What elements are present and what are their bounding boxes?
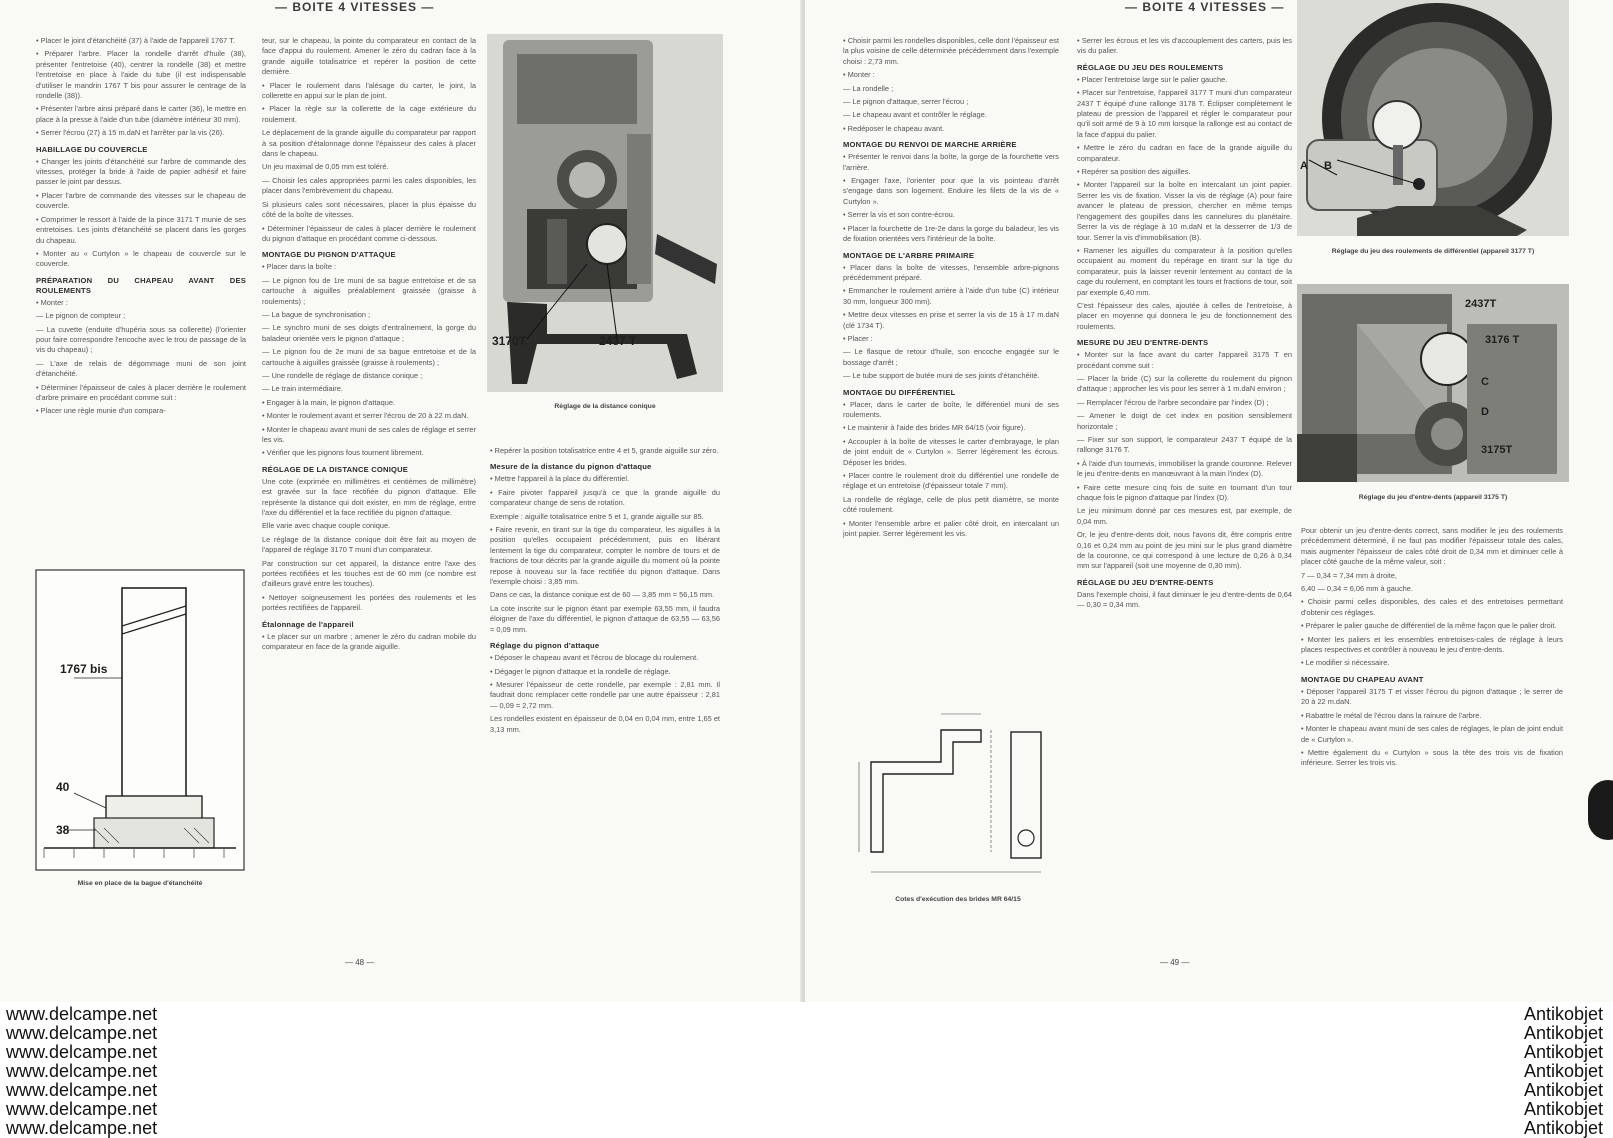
left-page: [0, 0, 804, 1002]
section-heading: MONTAGE DE L'ARBRE PRIMAIRE: [843, 250, 975, 260]
section-heading: HABILLAGE DU COUVERCLE: [36, 144, 148, 154]
label-d: D: [1481, 406, 1489, 418]
running-head-left: — BOITE 4 VITESSES —: [275, 0, 435, 14]
running-head-right: — BOITE 4 VITESSES —: [1125, 0, 1285, 14]
right-column-1: • Choisir parmi les rondelles disponibles, celle dont l'épaisseur est la plus voisine de celle déterminée précédemment dans l'exemple choisi : 2,73 mm. • Monter : — La rondelle ; — Le pignon d'attaque, serrer l'écrou ; — Le chapeau avant et contrôler le réglage. • Redéposer le chapeau avant. MONTAGE DU RENVOI DE MARCHE ARRIÈRE • Présenter le renvoi dans la boîte, la gorge de la fourchette vers l'arrière. • Engager l'axe, l'orienter pour que la vis pointeau d'arrêt s'engage dans son logement. Enduire les filets de la vis de « Curtylon ». • Serrer la vis et son contre-écrou. • Placer la fourchette de 1re-2e dans la gorge du baladeur, les vis de fixation orientées vers l'intérieur de la boîte. MONTAGE DE L'ARBRE PRIMAIRE • Placer dans la boîte de vitesses, l'ensemble arbre-pignons précédemment préparé. • Emmancher le roulement arrière à l'aide d'un tube (C) intérieur 30 mm, longueur 300 mm). • Mettre deux vitesses en prise et serrer la vis de 15 à 17 m.daN (clé 1734 T). • Placer : — Le flasque de retour d'huile, son encoche engagée sur le bossage d'arrêt ; — Le tube support de butée muni de ses joints d'étanchéité. MONTAGE DU DIFFÉRENTIEL • Placer, dans le carter de boîte, le différentiel muni de ses roulements. • Le maintenir à l'aide des brides MR 64/15 (voir figure). • Accoupler à la boîte de vitesses le carter d'embrayage, le plan de joint enduit de « Curtylon ». Serrer légèrement les écrous. Déposer les brides. • Placer contre le roulement droit du différentiel une rondelle de réglage et un entretoise (d'épaisseur totale 7 mm). La rondelle de réglage, celle de plus petit diamètre, se monte côté roulement. • Monter l'ensemble arbre et palier côté droit, en intercalant un joint papier. Serrer légèrement les vis.: [843, 36, 1059, 539]
backlash-photo: [1297, 284, 1569, 482]
page-number-left: — 48 —: [345, 958, 375, 967]
bracket-drawing-figure: [851, 702, 1061, 892]
seal-drawing: [34, 568, 246, 873]
section-heading: MONTAGE DU RENVOI DE MARCHE ARRIÈRE: [843, 140, 1017, 150]
section-heading: RÉGLAGE DU JEU D'ENTRE-DENTS: [1077, 577, 1214, 587]
bracket-caption: Cotes d'exécution des brides MR 64/15: [895, 896, 1021, 903]
section-heading: MONTAGE DU CHAPEAU AVANT: [1301, 674, 1424, 684]
section-heading: RÉGLAGE DE LA DISTANCE CONIQUE: [262, 464, 409, 474]
section-heading: Mesure de la distance du pignon d'attaque: [490, 462, 652, 472]
photo1-caption: Réglage du jeu des roulements de différentiel (appareil 3177 T): [1331, 248, 1535, 255]
label-1767bis: 1767 bis: [60, 662, 108, 676]
gearbox-photo: [487, 34, 723, 392]
label-38: 38: [56, 823, 70, 837]
label-3170t: 3170T: [492, 334, 527, 348]
section-heading: Réglage du pignon d'attaque: [490, 641, 600, 651]
section-heading: RÉGLAGE DU JEU DES ROULEMENTS: [1077, 62, 1224, 72]
right-column-3: Pour obtenir un jeu d'entre-dents correct, sans modifier le jeu des roulements précédemment déterminé, il ne faut pas modifier l'épaisseur totale des cales, mais augmenter l'épaisseur de cales côté droit de 0,34 mm et diminuer celle à placer côté gauche de la même valeur, soit : 7 — 0,34 = 7,34 mm à droite, 6,40 — 0,34 = 6,06 mm à gauche. • Choisir parmi celles disponibles, des cales et des entretoises permettant d'obtenir ces réglages. • Préparer le palier gauche de différentiel de la même façon que le palier droit. • Monter les paliers et les ensembles entretoises-cales de réglage à leurs places respectives et contrôler à nouveau le jeu d'entre-dents. • Le modifier si nécessaire. MONTAGE DU CHAPEAU AVANT • Déposer l'appareil 3175 T et visser l'écrou du pignon d'attaque ; le serrer de 20 à 22 m.daN. • Rabattre le métal de l'écrou dans la rainure de l'arbre. • Monter le chapeau avant muni de ses cales de réglages, le plan de joint enduit de « Curtylon ». • Mettre également du « Curtylon » sous la tête des trois vis de fixation inférieure. Serrer les trois vis.: [1301, 526, 1563, 768]
right-column-2: • Serrer les écrous et les vis d'accouplement des carters, puis les vis du palier. RÉGLAGE DU JEU DES ROULEMENTS • Placer l'entretoise large sur le palier gauche. • Placer sur l'entretoise, l'appareil 3177 T muni d'un comparateur 2437 T équipé d'une rallonge 3178 T. Éclipser complètement le plateau de pression de l'appareil et régler le comparateur pour qu'il soit armé de 9 à 10 mm lorsque la rallonge est au contact de la face d'appui du palier. • Mettre le zéro du cadran en face de la grande aiguille du comparateur. • Repérer sa position des aiguilles. • Monter l'appareil sur la boîte en intercalant un joint papier. Serrer les vis de fixation. Visser la vis de réglage (A) pour faire avancer le plateau de pression, chercher en même temps l'engagement des goupilles dans les cannelures du planétaire. Serrer la vis de réglage à 10 m.daN et la desserrer de 1/3 de tour. Serrer la vis d'immobilisation (B). • Ramener les aiguilles du comparateur à la position qu'elles occupaient au moment du repérage en tirant sur la tige du comparateur, puis la laisser revenir lentement au contact de la cage du roulement, en comptant les tours et fractions de tour, soit par exemple 6,40 mm. C'est l'épaisseur des cales, ajoutée à celles de l'entretoise, à placer en moyenne qui donnera le jeu de fonctionnement des roulements. MESURE DU JEU D'ENTRE-DENTS • Monter sur la face avant du carter l'appareil 3175 T en procédant comme suit : — Placer la bride (C) sur la collerette du roulement du pignon d'attaque ; approcher les vis pour les serrer à 1 m.daN environ ; — Remplacer l'écrou de l'arbre secondaire par l'index (D) ; — Amener le doigt de cet index en position sensiblement horizontale ; — Fixer sur son support, le comparateur 2437 T équipé de la rallonge 3176 T. • À l'aide d'un tournevis, immobiliser la grande couronne. Relever le jeu d'entre-dents en manœuvrant à la main l'index (D). • Faire cette mesure cinq fois de suite en tournant d'un tour chaque fois le pignon d'attaque par l'index (D). Le jeu minimum donné par ces mesures est, par exemple, de 0,04 mm. Or, le jeu d'entre-dents doit, nous l'avons dit, être compris entre 0,16 et 0,24 mm au point de jeu mini sur le plus grand diamètre de la couronne, ce qui correspond à une lecture de 0,26 à 0,34 mm sur l'appareil (soit une moyenne de 0,30 mm). RÉGLAGE DU JEU D'ENTRE-DENTS Dans l'exemple choisi, il faut diminuer le jeu d'entre-dents de 0,64 — 0,30 = 0,34 mm.: [1077, 36, 1292, 610]
left-column-2: teur, sur le chapeau, la pointe du comparateur en contact de la face d'appui du roulement. Amener le zéro du cadran face à la grande aiguille totalisatrice et repérer la position de cette dernière. • Placer le roulement dans l'alésage du carter, le joint, la collerette en appui sur le plan de joint. • Placer la règle sur la collerette de la cage extérieure du roulement. Le déplacement de la grande aiguille du comparateur par rapport à sa position d'étalonnage donne l'épaisseur des cales à placer dans le chapeau. Un jeu maximal de 0,05 mm est toléré. — Choisir les cales appropriées parmi les cales disponibles, les placer dans l'embrèvement du chapeau. Si plusieurs cales sont nécessaires, placer la plus épaisse du côté de la boîte de vitesses. • Déterminer l'épaisseur de cales à placer derrière le roulement du pignon d'attaque en procédant comme ci-dessous. MONTAGE DU PIGNON D'ATTAQUE • Placer dans la boîte : — Le pignon fou de 1re muni de sa bague entretoise et de sa cartouche à aiguilles préalablement graissée (graisse à roulements) ; — La bague de synchronisation ; — Le synchro muni de ses doigts d'entraînement, la gorge du baladeur orientée vers le pignon d'attaque ; — Le pignon fou de 2e muni de sa bague entretoise et de la cartouche à aiguilles graissée (graisse à roulements) ; — Une rondelle de réglage de distance conique ; — Le train intermédiaire. • Engager à la main, le pignon d'attaque. • Monter le roulement avant et serrer l'écrou de 20 à 22 m.daN. • Monter le chapeau avant muni de ses cales de réglage et serrer les vis. • Vérifier que les pignons fous tournent librement. RÉGLAGE DE LA DISTANCE CONIQUE Une cote (exprimée en millimètres et centièmes de millimètre) est gravée sur la face rectifiée du pignon d'attaque. Elle représente la distance qui doit exister, en mm de réglage, entre l'axe du différentiel et la face rectifiée du pignon d'attaque. Elle varie avec chaque couple conique. Le réglage de la distance conique doit être fait au moyen de l'appareil de réglage 3170 T muni d'un comparateur. Par construction sur cet appareil, la distance entre l'axe des portées rectifiées et les touches est de 60 mm (ce nombre est d'ailleurs gravé entre les touches). • Nettoyer soigneusement les portées des roulements et les portées rectifiées de l'appareil. Étalonnage de l'appareil • Le placer sur un marbre ; amener le zéro du cadran mobile du comparateur en face de la grande aiguille.: [262, 36, 476, 652]
label-2437t: 2437 T: [599, 334, 637, 348]
differential-photo-image: [1297, 0, 1569, 236]
section-heading: Étalonnage de l'appareil: [262, 619, 354, 629]
label-3176t: 3176 T: [1485, 334, 1520, 346]
section-heading: MESURE DU JEU D'ENTRE-DENTS: [1077, 338, 1209, 348]
photo2-caption: Réglage du jeu d'entre-dents (appareil 3175 T): [1358, 494, 1508, 501]
label-b: B: [1324, 160, 1332, 172]
label-40: 40: [56, 780, 70, 794]
section-heading: PRÉPARATION DU CHAPEAU AVANT DES ROULEMENTS: [36, 275, 246, 295]
drawing-caption: Mise en place de la bague d'étanchéité: [77, 880, 203, 887]
backlash-photo-image: [1297, 284, 1569, 482]
page-edge-tab: [1588, 780, 1613, 840]
watermark-left: www.delcampe.net www.delcampe.net www.delcampe.net www.delcampe.net www.delcampe.net www.delcampe.net www.delcampe.net: [6, 1004, 158, 1138]
bracket-drawing: [851, 702, 1061, 892]
section-heading: MONTAGE DU DIFFÉRENTIEL: [843, 387, 956, 397]
left-column-3: • Repérer la position totalisatrice entre 4 et 5, grande aiguille sur zéro. Mesure de la distance du pignon d'attaque • Mettre l'appareil à la place du différentiel. • Faire pivoter l'appareil jusqu'à ce que la grande aiguille du comparateur change de sens de rotation. Exemple : aiguille totalisatrice entre 5 et 1, grande aiguille sur 85. • Faire revenir, en tirant sur la tige du comparateur, les aiguilles à la position qu'elles occupaient précédemment, puis en libérant lentement la tige du comparateur, compter le nombre de tours et de fractions de tour décrits par la grande aiguille du moment où la pointe repose à nouveau sur la face rectifiée du pignon d'attaque. Dans l'exemple choisi : 3,85 mm. Dans ce cas, la distance conique est de 60 — 3,85 mm = 56,15 mm. La cote inscrite sur le pignon étant par exemple 63,55 mm, il faudra éloigner de l'axe du différentiel, le pignon d'attaque de 63,55 — 63,56 = 0,09 mm. Réglage du pignon d'attaque • Déposer le chapeau avant et l'écrou de blocage du roulement. • Dégager le pignon d'attaque et la rondelle de réglage. • Mesurer l'épaisseur de cette rondelle, par exemple : 2,81 mm. Il faudrait donc remplacer cette rondelle par une autre épaisseur : 2,81 — 0,09 = 2,72 mm. Les rondelles existent en épaisseur de 0,04 en 0,04 mm, entre 1,65 et 3,13 mm.: [490, 446, 720, 734]
watermark-right: Antikobjet Antikobjet Antikobjet Antikobjet Antikobjet Antikobjet Antikobjet: [1523, 1004, 1603, 1138]
page-number-right: — 49 —: [1160, 958, 1190, 967]
label-2437t-right: 2437T: [1465, 298, 1497, 310]
differential-photo: [1297, 0, 1569, 236]
section-heading: MONTAGE DU PIGNON D'ATTAQUE: [262, 250, 396, 260]
label-a: A: [1300, 160, 1308, 172]
label-c: C: [1481, 376, 1489, 388]
left-column-1: • Placer le joint d'étanchéité (37) à l'aide de l'appareil 1767 T. • Préparer l'arbre. Placer la rondelle d'arrêt d'huile (38), présenter l'entretoise (40), centrer la rondelle (38) et mettre l'entretoise en place à l'aide du tube (il est indispensable d'utiliser le mandrin 1767 T bis pour assurer le centrage de la rondelle (38)). • Présenter l'arbre ainsi préparé dans le carter (36), le mettre en place à la presse à l'aide d'un tube (diamètre intérieur 30 mm). • Serrer l'écrou (27) à 15 m.daN et l'arrêter par la vis (26). HABILLAGE DU COUVERCLE • Changer les joints d'étanchéité sur l'arbre de commande des vitesses, protéger la bride à l'aide de papier adhésif et faire passer le joint par dessus. • Placer l'arbre de commande des vitesses sur le chapeau de couvercle. • Comprimer le ressort à l'aide de la pince 3171 T munie de ses entretoises. Les joints d'étanchéité se placent dans les gorges du chapeau. • Monter au « Curtylon » le chapeau de couvercle sur le couvercle. PRÉPARATION DU CHAPEAU AVANT DES ROULEMENTS • Monter : — Le pignon de compteur ; — La cuvette (enduite d'hupéria sous sa collerette) (l'orienter pour faire correspondre l'encoche avec le trou de passage de la vis du chapeau) ; — L'axe de relais de dégommage muni de son joint d'étanchéité. • Déterminer l'épaisseur de cales à placer derrière le roulement d'arbre primaire en procédant comme suit : • Placer une règle munie d'un compara-: [36, 36, 246, 416]
photo-caption: Réglage de la distance conique: [554, 403, 656, 410]
right-page: [805, 0, 1613, 1002]
label-3175t: 3175T: [1481, 444, 1513, 456]
